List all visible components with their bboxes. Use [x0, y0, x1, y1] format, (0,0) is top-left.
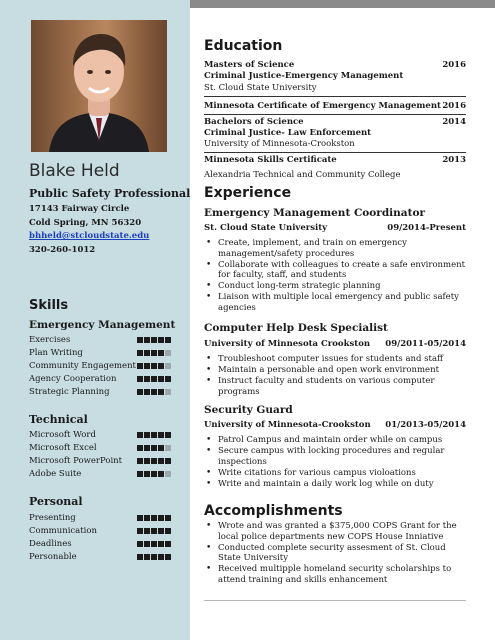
skill-row	[29, 456, 171, 468]
rating-square-filled	[144, 445, 150, 451]
rating-square-filled	[137, 541, 143, 547]
rating-square-filled	[144, 363, 150, 369]
list-item: • Conducted complete security assesment of St. Cloud State University	[204, 543, 466, 564]
skill-label: Microsoft PowerPoint	[29, 456, 123, 466]
degree-school: St. Cloud State University	[204, 83, 317, 93]
skill-label: Agency Cooperation	[29, 374, 117, 384]
list-item: • Collaborate with colleagues to create a safe environment for faculty, staff, and students	[204, 260, 466, 281]
skill-rating	[137, 376, 171, 382]
job-title: Computer Help Desk Specialist	[204, 322, 388, 334]
education-heading: Education	[204, 38, 283, 54]
skill-label: Adobe Suite	[29, 469, 82, 479]
education-degree-row	[204, 101, 466, 111]
skill-label: Exercises	[29, 335, 71, 345]
list-item: • Liaison with multiple local emergency and public safety agencies	[204, 292, 466, 313]
rating-square-filled	[144, 432, 150, 438]
rating-square-filled	[158, 350, 164, 356]
rating-square-filled	[165, 432, 171, 438]
rating-square-filled	[151, 541, 157, 547]
job-bullets	[204, 238, 466, 314]
rating-square-filled	[144, 389, 150, 395]
divider	[204, 96, 466, 97]
divider	[204, 114, 466, 115]
rating-square-filled	[137, 528, 143, 534]
degree-field: Criminal Justice-Emergency Management	[204, 71, 404, 81]
rating-square-filled	[144, 376, 150, 382]
skill-label: Presenting	[29, 513, 76, 523]
rating-square-filled	[151, 363, 157, 369]
profile-photo	[31, 20, 167, 152]
degree-name: Masters of Science	[204, 60, 295, 70]
rating-square-empty	[165, 389, 171, 395]
rating-square-filled	[137, 363, 143, 369]
rating-square-filled	[144, 554, 150, 560]
rating-square-filled	[165, 541, 171, 547]
skill-rating	[137, 432, 171, 438]
rating-square-filled	[158, 445, 164, 451]
skill-row	[29, 513, 171, 525]
rating-square-filled	[137, 554, 143, 560]
professional-title: Public Safety Professional	[29, 187, 191, 200]
skill-row	[29, 526, 171, 538]
skills-heading: Skills	[29, 298, 69, 313]
rating-square-filled	[165, 515, 171, 521]
skill-row	[29, 361, 171, 373]
list-item: • Maintain a personable and open work environment	[204, 365, 466, 376]
skill-rating	[137, 363, 171, 369]
degree-school: Alexandria Technical and Community College	[204, 170, 401, 180]
address-line1: 17143 Fairway Circle	[29, 204, 130, 214]
candidate-name: Blake Held	[29, 161, 120, 181]
rating-square-empty	[165, 363, 171, 369]
divider	[204, 600, 466, 601]
rating-square-filled	[151, 515, 157, 521]
degree-year: 2016	[442, 60, 466, 70]
rating-square-filled	[158, 363, 164, 369]
degree-name: Minnesota Certificate of Emergency Management	[204, 101, 441, 111]
skill-rating	[137, 458, 171, 464]
job-bullets	[204, 354, 466, 398]
rating-square-filled	[144, 337, 150, 343]
rating-square-filled	[144, 515, 150, 521]
list-item: • Create, implement, and train on emergency management/safety procedures	[204, 238, 466, 259]
list-item: • Received multipple homeland security scholarships to attend training and skills enhancement	[204, 564, 466, 585]
job-org: University of Minnesota Crookston	[204, 339, 371, 349]
skill-rating	[137, 445, 171, 451]
skill-rating	[137, 554, 171, 560]
skill-rating	[137, 471, 171, 477]
experience-heading: Experience	[204, 185, 292, 201]
skill-row	[29, 539, 171, 551]
rating-square-filled	[137, 389, 143, 395]
portrait-illustration	[31, 20, 167, 152]
skill-rating	[137, 389, 171, 395]
rating-square-filled	[158, 541, 164, 547]
accomplishment-bullets	[204, 521, 466, 586]
rating-square-filled	[151, 376, 157, 382]
rating-square-filled	[158, 389, 164, 395]
skill-group-title: Emergency Management	[29, 319, 176, 331]
skill-label: Personable	[29, 552, 77, 562]
degree-name: Bachelors of Science	[204, 117, 304, 127]
skill-row	[29, 552, 171, 564]
rating-square-filled	[158, 528, 164, 534]
rating-square-filled	[137, 432, 143, 438]
rating-square-filled	[158, 554, 164, 560]
rating-square-filled	[151, 471, 157, 477]
rating-square-filled	[158, 432, 164, 438]
skill-row	[29, 469, 171, 481]
skill-rating	[137, 337, 171, 343]
top-accent-bar	[190, 0, 495, 8]
job-dates: 09/2014-Present	[387, 223, 466, 233]
rating-square-filled	[151, 337, 157, 343]
skill-label: Communication	[29, 526, 97, 536]
list-item: • Write and maintain a daily work log while on duty	[204, 479, 466, 490]
skill-row	[29, 374, 171, 386]
job-org: St. Cloud State University	[204, 223, 328, 233]
rating-square-filled	[144, 528, 150, 534]
rating-square-empty	[165, 445, 171, 451]
education-degree-row	[204, 60, 466, 70]
rating-square-filled	[151, 445, 157, 451]
skill-label: Microsoft Word	[29, 430, 96, 440]
education-degree-row	[204, 117, 466, 127]
skill-row	[29, 335, 171, 347]
rating-square-filled	[137, 471, 143, 477]
job-org: University of Minnesota-Crookston	[204, 420, 371, 430]
rating-square-filled	[151, 389, 157, 395]
skill-group-title: Technical	[29, 413, 88, 426]
education-degree-row	[204, 155, 466, 165]
rating-square-filled	[144, 541, 150, 547]
job-dates: 01/2013-05/2014	[385, 420, 466, 430]
rating-square-filled	[151, 432, 157, 438]
rating-square-filled	[165, 337, 171, 343]
list-item: • Secure campus with locking procedures and regular inspections	[204, 446, 466, 467]
email-link[interactable]: bhheld@stcloudstate.edu	[29, 231, 150, 241]
list-item: • Write citations for various campus violoations	[204, 468, 466, 479]
rating-square-filled	[158, 376, 164, 382]
skill-rating	[137, 528, 171, 534]
rating-square-filled	[137, 515, 143, 521]
degree-year: 2014	[442, 117, 466, 127]
list-item: • Patrol Campus and maintain order while on campus	[204, 435, 466, 446]
skill-label: Plan Writing	[29, 348, 83, 358]
job-org-row	[204, 339, 466, 349]
list-item: • Troubleshoot computer issues for students and staff	[204, 354, 466, 365]
skill-label: Microsoft Excel	[29, 443, 97, 453]
phone-number: 320-260-1012	[29, 245, 96, 255]
job-org-row	[204, 420, 466, 430]
rating-square-filled	[137, 350, 143, 356]
skill-label: Deadlines	[29, 539, 72, 549]
accomplishments-heading: Accomplishments	[204, 503, 343, 519]
rating-square-filled	[137, 376, 143, 382]
rating-square-filled	[151, 458, 157, 464]
job-org-row	[204, 223, 466, 233]
skill-rating	[137, 541, 171, 547]
list-item: • Wrote and was granted a $375,000 COPS Grant for the local police departments new COPS House Inniative	[204, 521, 466, 542]
degree-field: Criminal Justice- Law Enforcement	[204, 128, 372, 138]
degree-year: 2013	[442, 155, 466, 165]
rating-square-filled	[158, 337, 164, 343]
degree-year: 2016	[442, 101, 466, 111]
rating-square-filled	[151, 350, 157, 356]
job-bullets	[204, 435, 466, 490]
skill-label: Community Engagement	[29, 361, 136, 371]
job-dates: 09/2011-05/2014	[385, 339, 466, 349]
skill-rating	[137, 350, 171, 356]
rating-square-filled	[151, 528, 157, 534]
rating-square-filled	[158, 471, 164, 477]
rating-square-filled	[137, 458, 143, 464]
rating-square-filled	[158, 515, 164, 521]
job-title: Security Guard	[204, 404, 293, 416]
rating-square-filled	[158, 458, 164, 464]
address-line2: Cold Spring, MN 56320	[29, 218, 142, 228]
degree-school: University of Minnesota-Crookston	[204, 139, 355, 149]
list-item: • Conduct long-term strategic planning	[204, 281, 466, 292]
rating-square-filled	[165, 376, 171, 382]
skill-row	[29, 348, 171, 360]
skill-rating	[137, 515, 171, 521]
rating-square-filled	[137, 445, 143, 451]
rating-square-filled	[137, 337, 143, 343]
rating-square-filled	[151, 554, 157, 560]
rating-square-filled	[165, 554, 171, 560]
skill-row	[29, 387, 171, 399]
skill-row	[29, 430, 171, 442]
skill-label: Strategic Planning	[29, 387, 110, 397]
rating-square-filled	[144, 458, 150, 464]
rating-square-filled	[144, 350, 150, 356]
job-title: Emergency Management Coordinator	[204, 207, 425, 219]
rating-square-filled	[144, 471, 150, 477]
skill-group-title: Personal	[29, 495, 83, 508]
list-item: • Instruct faculty and students on various computer programs	[204, 376, 466, 397]
rating-square-empty	[165, 350, 171, 356]
degree-name: Minnesota Skills Certificate	[204, 155, 337, 165]
rating-square-empty	[165, 471, 171, 477]
rating-square-filled	[165, 528, 171, 534]
skill-row	[29, 443, 171, 455]
rating-square-filled	[165, 458, 171, 464]
divider	[204, 152, 466, 153]
